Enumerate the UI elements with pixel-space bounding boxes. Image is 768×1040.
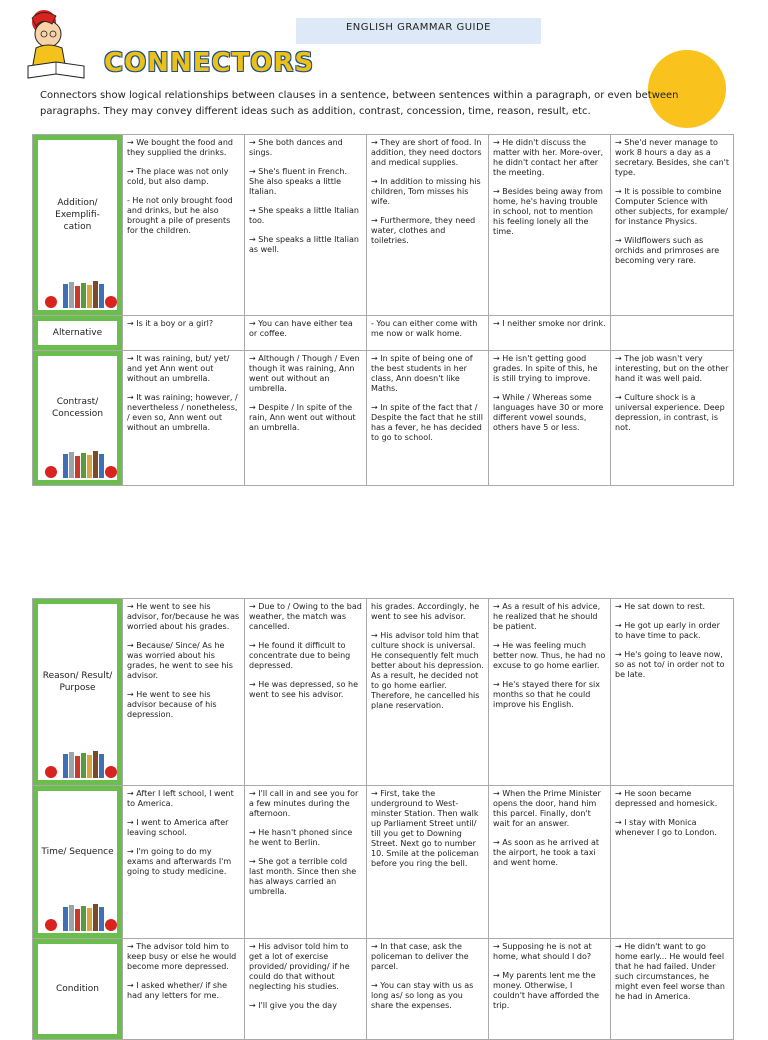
example-sentence: → I'll give you the day (249, 1001, 337, 1010)
example-sentence: → His advisor told him that culture shock is universal. He consequently felt much better about his depression. As a result, he decided not to go home earlier. Therefore, he cancelled his plane reservation. (371, 631, 484, 710)
example-cell (489, 786, 611, 938)
example-cell (123, 599, 245, 785)
category-label-box (38, 944, 117, 1034)
example-cell (611, 351, 733, 485)
example-sentence: → He soon became depressed and homesick. (615, 789, 718, 808)
example-sentence: → In spite of the fact that / Despite the fact that he still has a fever, he has decided to go to school. (371, 403, 483, 442)
example-sentence: → I'll call in and see you for a few minutes during the afternoon. (249, 789, 359, 818)
example-sentence: his grades. Accordingly, he went to see his advisor. (371, 602, 480, 621)
reading-child-icon (22, 8, 90, 84)
category-label: Reason/ Result/ Purpose (42, 671, 113, 693)
example-cell (611, 599, 733, 785)
example-sentence: → Due to / Owing to the bad weather, the match was cancelled. (249, 602, 362, 631)
category-label-cell (33, 599, 123, 785)
example-sentence: → Supposing he is not at home, what should I do? (493, 942, 592, 961)
books-apple-icon (41, 748, 121, 778)
category-label-cell (33, 351, 123, 485)
example-sentence: → I asked whether/ if she had any letters for me. (127, 981, 228, 1000)
example-cell (489, 135, 611, 315)
example-sentence: → He went to see his advisor, for/because he was worried about his grades. (127, 602, 240, 631)
example-sentence: → He didn't want to go home early... He would feel that he had failed. Under such circumstances, he might even feel worse than he had in America. (615, 942, 725, 1001)
example-sentence: → His advisor told him to get a lot of exercise provided/ providing/ if he could do that without neglecting his studies. (249, 942, 350, 991)
example-cell (123, 939, 245, 1039)
example-cell (611, 316, 733, 350)
example-sentence: → He's going to leave now, so as not to/ in order not to be late. (615, 650, 725, 679)
books-apple-icon (41, 448, 121, 478)
example-sentence: → Besides being away from home, he's having trouble in school, not to mention his feeling lonely all the time. (493, 187, 603, 236)
table-row (33, 315, 733, 350)
example-sentence: → Is it a boy or a girl? (127, 319, 214, 328)
books-apple-icon (41, 278, 121, 308)
example-sentence: → When the Prime Minister opens the door, hand him this parcel. Finally, don't wait for an answer. (493, 789, 601, 828)
example-cell (123, 135, 245, 315)
example-sentence: → He went to see his advisor because of his depression. (127, 690, 217, 719)
example-sentence: → After I left school, I went to America. (127, 789, 234, 808)
example-sentence: → He sat down to rest. (615, 602, 706, 611)
example-sentence: → You can stay with us as long as/ so long as you share the expenses. (371, 981, 474, 1010)
example-sentence: → Although / Though / Even though it was raining, Ann went out without an umbrella. (249, 354, 360, 393)
table-row (33, 350, 733, 485)
example-sentence: → He isn't getting good grades. In spite of this, he is still trying to improve. (493, 354, 598, 383)
category-label-box (38, 791, 117, 933)
example-cell (245, 316, 367, 350)
category-label: Contrast/ Concession (51, 397, 104, 419)
example-sentence: → I went to America after leaving school. (127, 818, 229, 837)
example-cell (123, 316, 245, 350)
example-sentence: → She speaks a little Italian as well. (249, 235, 359, 254)
example-sentence: → She both dances and sings. (249, 138, 343, 157)
example-sentence: → Culture shock is a universal experience. Deep depression, in contrast, is not. (615, 393, 725, 432)
category-label: Alternative (52, 328, 103, 338)
example-sentence: → He's stayed there for six months so that he could improve his English. (493, 680, 600, 709)
example-cell (367, 939, 489, 1039)
category-label: Condition (56, 984, 99, 994)
example-sentence: → He was feeling much better now. Thus, he had no excuse to go home earlier. (493, 641, 606, 670)
example-cell (123, 351, 245, 485)
example-sentence: → He found it difficult to concentrate due to being depressed. (249, 641, 351, 670)
guide-banner: ENGLISH GRAMMAR GUIDE (296, 18, 541, 44)
example-cell (611, 939, 733, 1039)
example-sentence: → He got up early in order to have time to pack. (615, 621, 720, 640)
example-cell (245, 351, 367, 485)
example-sentence: → He was depressed, so he went to see his advisor. (249, 680, 359, 699)
example-sentence: → They are short of food. In addition, they need doctors and medical supplies. (371, 138, 482, 167)
category-label-box (38, 321, 117, 345)
example-cell (245, 939, 367, 1039)
connectors-table-bottom (32, 598, 734, 1040)
page-title: CONNECTORS (104, 48, 315, 78)
example-sentence: → As a result of his advice, he realized that he should be patient. (493, 602, 601, 631)
example-cell (367, 786, 489, 938)
example-sentence: → It was raining, but/ yet/ and yet Ann went out without an umbrella. (127, 354, 230, 383)
category-label: Time/ Sequence (41, 847, 114, 857)
example-sentence: → It is possible to combine Computer Science with other subjects, for example/ for instance Physics. (615, 187, 728, 226)
example-cell (611, 786, 733, 938)
example-sentence: → I stay with Monica whenever I go to London. (615, 818, 717, 837)
example-cell (489, 939, 611, 1039)
example-sentence: → As soon as he arrived at the airport, he took a taxi and went home. (493, 838, 600, 867)
category-label-box (38, 604, 117, 780)
example-sentence: → The place was not only cold, but also damp. (127, 167, 229, 186)
example-cell (611, 135, 733, 315)
category-label-cell (33, 316, 123, 350)
example-sentence: → Wildflowers such as orchids and primroses are becoming very rare. (615, 236, 720, 265)
example-sentence: - You can either come with me now or walk home. (371, 319, 478, 338)
example-sentence: → It was raining; however, / nevertheless / nonetheless, / even so, Ann went out without an umbrella. (127, 393, 238, 432)
example-sentence: → The advisor told him to keep busy or else he would become more depressed. (127, 942, 237, 971)
example-sentence: → While / Whereas some languages have 30 or more different vowel sounds, others have 5 or less. (493, 393, 604, 432)
example-sentence: → Furthermore, they need water, clothes and toiletries. (371, 216, 476, 245)
category-label-box (38, 140, 117, 310)
example-cell (367, 351, 489, 485)
example-cell (489, 316, 611, 350)
table-row (33, 599, 733, 785)
connectors-table-top (32, 134, 734, 486)
example-cell (367, 316, 489, 350)
example-sentence: - He not only brought food and drinks, but he also brought a pile of presents for the children. (127, 196, 233, 235)
example-sentence: → My parents lent me the money. Otherwise, I couldn't have afforded the trip. (493, 971, 599, 1010)
example-sentence: → She got a terrible cold last month. Since then she has always carried an umbrella. (249, 857, 357, 896)
example-sentence: → I neither smoke nor drink. (493, 319, 606, 328)
intro-paragraph: Connectors show logical relationships between clauses in a sentence, between sentences within a paragraph, or even between paragraphs. They may convey different ideas such as addition, contrast, concession, time, reason, result, etc. (40, 90, 679, 117)
example-cell (245, 786, 367, 938)
example-cell (367, 599, 489, 785)
example-cell (245, 135, 367, 315)
example-cell (245, 599, 367, 785)
books-apple-icon (41, 901, 121, 931)
example-cell (489, 351, 611, 485)
example-sentence: → He didn't discuss the matter with her. More-over, he didn't contact her after the meeting. (493, 138, 604, 177)
example-sentence: → First, take the underground to West-minster Station. Then walk up Parliament Street until/ till you get to Downing Street. Next go to number 10. Smile at the policeman before you ring the bell. (371, 789, 479, 868)
example-sentence: → The job wasn't very interesting, but on the other hand it was well paid. (615, 354, 729, 383)
category-label-box (38, 356, 117, 480)
category-label-cell (33, 135, 123, 315)
category-label-cell (33, 939, 123, 1039)
category-label-cell (33, 786, 123, 938)
example-sentence: → We bought the food and they supplied the drinks. (127, 138, 233, 157)
example-sentence: → She'd never manage to work 8 hours a day as a secretary. Besides, she can't type. (615, 138, 729, 177)
example-sentence: → I'm going to do my exams and afterwards I'm going to study medicine. (127, 847, 232, 876)
example-sentence: → He hasn't phoned since he went to Berlin. (249, 828, 353, 847)
example-sentence: → She speaks a little Italian too. (249, 206, 359, 225)
example-sentence: → Because/ Since/ As he was worried about his grades, he went to see his advisor. (127, 641, 233, 680)
example-sentence: → In that case, ask the policeman to deliver the parcel. (371, 942, 469, 971)
example-sentence: → In addition to missing his children, Tom misses his wife. (371, 177, 481, 206)
example-sentence: → She's fluent in French. She also speaks a little Italian. (249, 167, 347, 196)
example-cell (367, 135, 489, 315)
example-sentence: → Despite / In spite of the rain, Ann went out without an umbrella. (249, 403, 356, 432)
example-sentence: → In spite of being one of the best students in her class, Ann doesn't like Maths. (371, 354, 473, 393)
table-row (33, 785, 733, 938)
category-label: Addition/ Exemplifi- cation (55, 198, 100, 232)
table-row (33, 135, 733, 315)
example-sentence: → You can have either tea or coffee. (249, 319, 353, 338)
example-cell (489, 599, 611, 785)
example-cell (123, 786, 245, 938)
